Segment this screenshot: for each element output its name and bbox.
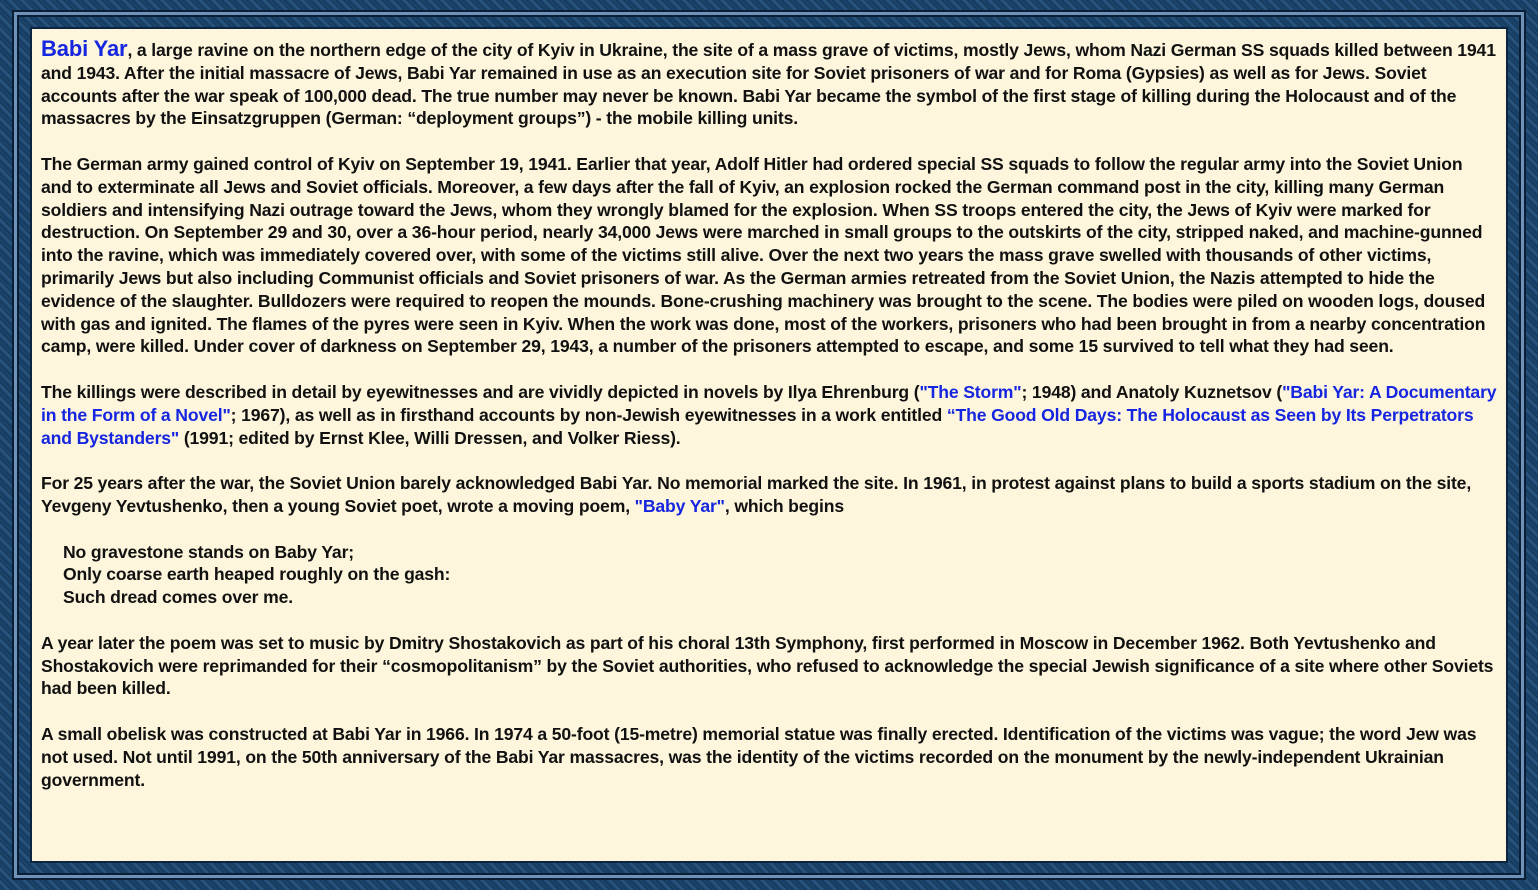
text-span: The killings were described in detail by eyewitnesses and are vividly depicted in novels by Ilya Ehrenburg (: [41, 381, 920, 402]
paragraph-history: The German army gained control of Kyiv on September 19, 1941. Earlier that year, Adolf Hitler had ordered special SS squads to follow the regular army into the Soviet Union and to exterminate all Jews and Soviet officials. Moreover, a few days after the fall of Kyiv, an explosion rocked the German command post in the city, killing many German soldiers and intensifying Nazi outrage toward the Jews, whom they wrongly blamed for the explosion. When SS troops entered the city, the Jews of Kyiv were marked for destruction. On September 29 and 30, over a 36-hour period, nearly 34,000 Jews were marched in small groups to the outskirts of the city, stripped naked, and machine-gunned into the ravine, which was immediately covered over, with some of the victims still alive. Over the next two years the mass grave swelled with thousands of other victims, primarily Jews but also including Communist officials and Soviet prisoners of war. As the German armies retreated from the Soviet Union, the Nazis attempted to hide the evidence of the slaughter. Bulldozers were required to reopen the mounds. Bone-crushing machinery was brought to the scene. The bodies were piled on wooden logs, doused with gas and ignited. The flames of the pyres were seen in Kyiv. When the work was done, most of the workers, prisoners who had been brought in from a nearby concentration camp, were killed. Under cover of darkness on September 29, 1943, a number of the prisoners attempted to escape, and some 15 survived to tell what they had seen.: [41, 153, 1486, 357]
paragraph-poem-intro: [41, 472, 1498, 518]
paragraph-intro: [41, 38, 1498, 130]
link-the-storm[interactable]: "The Storm": [919, 381, 1022, 402]
link-babi-yar-documentary[interactable]: "Babi Yar: A Documentary in the Form of a Novel": [41, 381, 1497, 425]
paragraph-symphony: A year later the poem was set to music by Dmitry Shostakovich as part of his choral 13th Symphony, first performed in Moscow in December 1962. Both Yevtushenko and Shostakovich were reprimanded for their “cosmopolitanism” by the Soviet authorities, who refused to acknowledge the special Jewish significance of a site where other Soviets had been killed.: [41, 632, 1494, 699]
text-span: For 25 years after the war, the Soviet Union barely acknowledged Babi Yar. No memorial marked the site. In 1961, in protest against plans to build a sports stadium on the site, Yevgeny Yevtushenko, then a young Soviet poet, wrote a moving poem,: [41, 473, 1472, 516]
poem-line: No gravestone stands on Baby Yar;: [63, 541, 354, 562]
article-title: Babi Yar: [41, 36, 128, 61]
link-good-old-days[interactable]: “The Good Old Days: The Holocaust as Seen by Its Perpetrators and Bystanders": [41, 404, 1474, 448]
link-baby-yar-poem[interactable]: "Baby Yar": [634, 495, 725, 516]
paragraph-memorial: A small obelisk was constructed at Babi Yar in 1966. In 1974 a 50-foot (15-metre) memorial statue was finally erected. Identification of the victims was vague; the word Jew was not used. Not until 1991, on the 50th anniversary of the Babi Yar massacres, was the identity of the victims recorded on the monument by the newly-independent Ukrainian government.: [41, 723, 1477, 790]
poem-line: Such dread comes over me.: [63, 587, 293, 608]
text-span: ; 1967), as well as in firsthand accounts by non-Jewish eyewitnesses in a work entitled: [230, 404, 947, 425]
text-span: (1991; edited by Ernst Klee, Willi Dressen, and Volker Riess).: [179, 427, 681, 448]
text-span: , which begins: [724, 495, 844, 516]
text-span: ; 1948) and Anatoly Kuznetsov (: [1021, 381, 1283, 402]
article-panel: [30, 27, 1508, 863]
intro-text: , a large ravine on the northern edge of the city of Kyiv in Ukraine, the site of a mass grave of victims, mostly Jews, whom Nazi German SS squads killed between 1941 and 1943. After the initial massacre of Jews, Babi Yar remained in use as an execution site for Soviet prisoners of war and for Roma (Gypsies) as well as for Jews. Soviet accounts after the war speak of 100,000 dead. The true number may never be known. Babi Yar became the symbol of the first stage of killing during the Holocaust and of the massacres by the Einsatzgruppen (German: “deployment groups”) - the mobile killing units.: [41, 40, 1496, 129]
poem-line: Only coarse earth heaped roughly on the gash:: [63, 564, 451, 585]
paragraph-accounts: [41, 381, 1498, 449]
poem-block: [63, 541, 1498, 609]
